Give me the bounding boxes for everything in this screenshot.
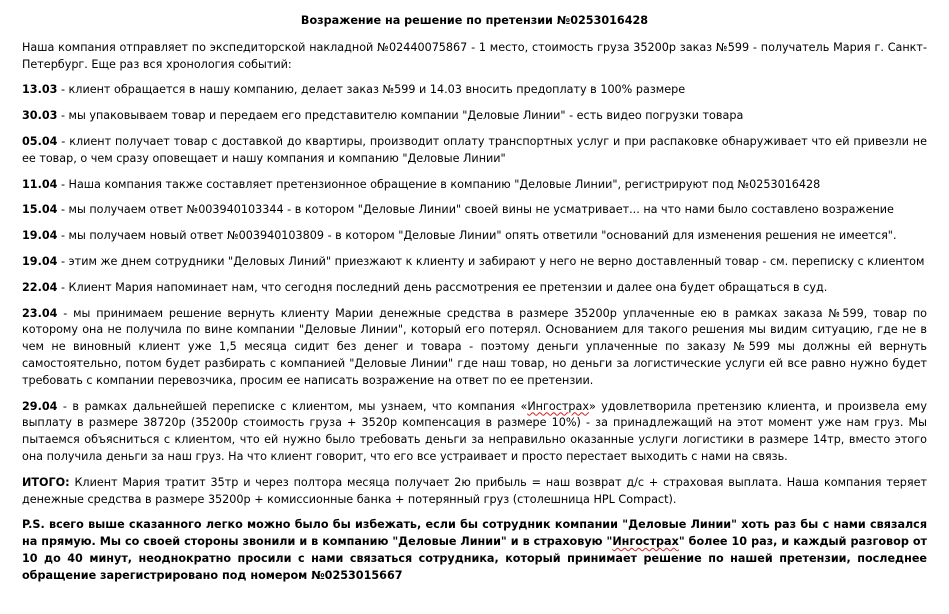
event-text: - мы упаковываем товар и передаем его представителю компании "Деловые Линии" - есть видео погрузки товара (57, 109, 744, 123)
event-date: 19.04 (22, 254, 58, 268)
document-title: Возражение на решение по претензии №0253016428 (300, 14, 649, 27)
event-1904-a (22, 228, 927, 245)
event-text: - в рамках дальнейшей переписке с клиентом, мы узнаем, что компания « (57, 399, 528, 413)
event-date: 29.04 (22, 399, 58, 413)
event-1104 (22, 177, 927, 194)
event-2904 (22, 399, 927, 466)
event-text: - Наша компания также составляет претензионное обращение в компанию "Деловые Линии", регистрируют под №0253016428 (57, 177, 821, 191)
spellcheck-word: Ингострах (527, 399, 589, 413)
ps-text: P.S. всего выше сказанного легко можно было бы избежать, если бы сотрудник компании "Деловые Линии" хоть раз бы с нами связался на прямую. Мы со своей стороны звонили и в компанию "Деловые Линии" и в страховую " (22, 518, 927, 549)
event-date: 15.04 (22, 203, 58, 217)
event-text: » удовлетворила претензию клиента, и произвела ему выплату в размере 38720р (35200р стоимость груза + 3520р компенсация в размере 10%) - за принадлежащий на этот момент уже нам груз. Мы пытаемся объясниться с клиентом, что ей нужно было требовать деньги за неправильно оказанные услуги логистики в размере 14тр, вместо этого она получила деньги за наш груз. На что клиент говорит, что его все устраивает и просто перестает выходить с нами на связь. (22, 399, 927, 463)
intro-paragraph: Наша компания отправляет по экспедиторской накладной №02440075867 - 1 место, стоимость груза 35200р заказ №599 - получатель Мария г. Санкт-Петербург. Еще раз вся хронология событий: (22, 40, 927, 71)
summary-text: Клиент Мария тратит 35тр и через полтора месяца получает 2ю прибыль = наш возврат д/с + страховая выплата. Наша компания теряет денежные средства в размере 35200р + комиссионные банка + потерянный груз (столешница HPL Compact). (22, 475, 927, 506)
event-3003 (22, 108, 927, 125)
event-date: 11.04 (22, 177, 58, 191)
event-2304 (22, 306, 927, 390)
event-text: - этим же днем сотрудники "Деловых Линий" приезжают к клиенту и забирают у него не верно доставленный товар - см. переписку с клиентом (57, 254, 925, 268)
summary-label: ИТОГО: (22, 475, 70, 489)
spellcheck-word: Ингострах (612, 535, 679, 549)
event-1904-b (22, 254, 927, 271)
event-text: - мы принимаем решение вернуть клиенту Марии денежные средства в размере 35200р уплаченные ею в рамках заказа №599, товар по которому она не получила по вине компании "Деловые Линии", который его потерял. Основанием для такого решения мы видим ситуацию, где не в чем не виновный клиент уже 1,5 месяца сидит без денег и товара - поэтому деньги уплаченные по заказу №599 мы должны ей вернуть самостоятельно, потом будет разбирать с компанией "Деловые Линии" где наш товар, но деньги за логистические услуги ей все равно нужно будет требовать с компании перевозчика, просим ее написать возражение на ответ по ее претензии. (22, 306, 927, 387)
event-text: - клиент обращается в нашу компанию, делает заказ №599 и 14.03 вносить предоплату в 100% размере (57, 83, 686, 97)
event-text: - клиент получает товар с доставкой до квартиры, производит оплату транспортных услуг и при распаковке обнаруживает что ей привезли не ее товар, о чем сразу оповещает и нашу компания и компанию "Деловые Линии" (22, 134, 927, 165)
event-date: 13.03 (22, 83, 58, 97)
ps-paragraph (22, 517, 927, 584)
event-date: 22.04 (22, 280, 58, 294)
event-text: - мы получаем новый ответ №003940103809 - в котором "Деловые Линии" опять ответили "оснований для изменения решения не имеется". (57, 229, 897, 243)
event-date: 19.04 (22, 229, 58, 243)
event-text: - Клиент Мария напоминает нам, что сегодня последний день рассмотрения ее претензии и далее она будет обращаться в суд. (57, 280, 828, 294)
event-1504 (22, 202, 927, 219)
ps-text: " более 10 раз, и каждый разговор от 10 до 40 минут, неоднократно просили с нами связаться сотрудника, который принимает решение по нашей претензии, последнее обращение зарегистрировано под номером №0253015667 (22, 535, 927, 582)
event-date: 30.03 (22, 109, 58, 123)
event-0504 (22, 134, 927, 168)
event-1303 (22, 82, 927, 99)
event-date: 05.04 (22, 134, 58, 148)
event-2204 (22, 280, 927, 297)
event-text: - мы получаем ответ №003940103344 - в котором "Деловые Линии" своей вины не усматривает... на что нами было составлено возражение (57, 203, 894, 217)
event-date: 23.04 (22, 306, 58, 320)
summary-paragraph (22, 475, 927, 509)
